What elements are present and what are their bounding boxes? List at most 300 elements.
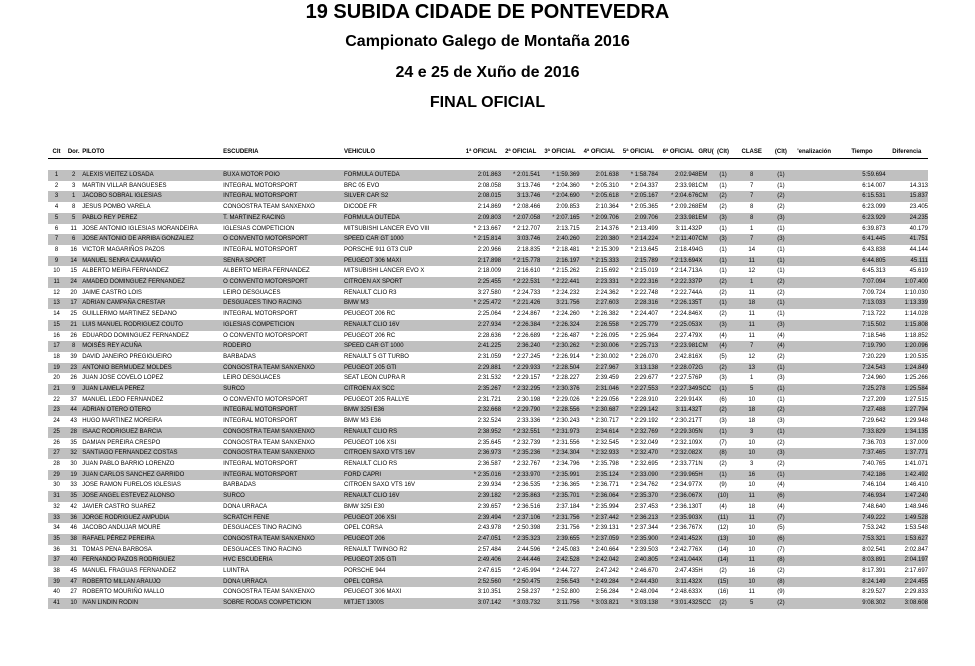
cell-clt: 31 xyxy=(48,491,65,502)
cell-grupo-clt: (2) xyxy=(714,191,731,202)
cell-oficial-5: * 2:26.070 xyxy=(630,353,659,360)
cell-diferencia: 1:20.535 xyxy=(904,353,928,360)
cell-oficial-4: * 2:37.059 xyxy=(580,534,619,545)
cell-clt: 30 xyxy=(53,482,60,489)
cell-clt: 24 xyxy=(53,418,60,425)
cell-oficial-2: 3:03.746 xyxy=(501,234,540,245)
table-row xyxy=(48,598,928,609)
cell-grupo-clt: (16) xyxy=(717,589,729,596)
cell-clase-clt: (1) xyxy=(772,256,790,267)
cell-oficial-4: 2:15.692 xyxy=(595,268,619,275)
cell-oficial-2: * 2:32.295 xyxy=(501,384,540,395)
cell-tiempo: 7:37.465 xyxy=(838,448,885,459)
cell-grupo: X xyxy=(698,546,703,553)
cell-oficial-6: * 2:25.053 xyxy=(658,320,698,331)
cell-escuderia: CONGOSTRA TEAM SANXENXO xyxy=(223,363,344,374)
cell-oficial-5: * 2:32.470 xyxy=(619,448,658,459)
cell-piloto: JUAN PABLO BARRIO LORENZO xyxy=(82,460,175,467)
cell-escuderia: CONGOSTRA TEAM SANXENXO xyxy=(223,589,315,596)
cell-diferencia: 1:48.946 xyxy=(904,503,928,510)
cell-clt: 3 xyxy=(48,191,65,202)
cell-clase-clt: (7) xyxy=(772,513,790,524)
cell-clase: 11 xyxy=(748,289,755,296)
cell-diferencia: 41.751 xyxy=(886,234,928,245)
cell-clase: 10 xyxy=(732,534,772,545)
cell-oficial-6: 2:33.981 xyxy=(675,182,699,189)
cell-clase: 14 xyxy=(748,246,756,253)
table-row xyxy=(48,202,928,213)
table-row xyxy=(48,245,928,256)
cell-clase: 7 xyxy=(732,191,772,202)
cell-clase: 18 xyxy=(748,418,756,425)
table-row xyxy=(48,470,928,481)
cell-oficial-6: * 2:34.977 xyxy=(671,482,699,489)
cell-diferencia: 1:20.096 xyxy=(886,341,928,352)
cell-penalizacion xyxy=(790,331,838,342)
cell-piloto: SANTIAGO FERNANDEZ COSTAS xyxy=(82,448,223,459)
cell-escuderia: CONGOSTRA TEAM SANXENXO xyxy=(223,448,344,459)
cell-penalizacion xyxy=(790,534,838,545)
header-row xyxy=(48,147,928,159)
cell-grupo-clt: (2) xyxy=(719,311,727,318)
column-header-escuderia: ESCUDERIA xyxy=(223,147,344,159)
cell-clase-clt: (6) xyxy=(772,534,790,545)
cell-vehiculo: PEUGEOT 106 XSI xyxy=(343,439,397,446)
cell-oficial-3: 2:09.853 xyxy=(556,204,580,211)
cell-oficial-1: 2:09.803 xyxy=(462,213,501,224)
cell-grupo-clt: (8) xyxy=(714,448,731,459)
cell-grupo-clt: (1) xyxy=(714,256,731,267)
cell-oficial-3: * 2:35.701 xyxy=(540,491,579,502)
cell-escuderia: INTEGRAL MOTORSPORT xyxy=(223,470,344,481)
cell-oficial-3: 2:31.756 xyxy=(556,525,580,532)
cell-oficial-1: 2:31.059 xyxy=(477,353,502,360)
cell-oficial-2: * 2:08.466 xyxy=(512,204,541,211)
cell-tiempo: 6:41.445 xyxy=(838,234,885,245)
cell-clt: 1 xyxy=(48,170,65,181)
cell-diferencia: 1:42.492 xyxy=(886,470,928,481)
cell-clase: 12 xyxy=(748,353,756,360)
cell-dorsal: 26 xyxy=(70,332,77,339)
cell-clt: 13 xyxy=(48,298,65,309)
cell-vehiculo: RENAULT TWINGO R2 xyxy=(343,546,407,553)
cell-vehiculo: PEUGEOT 205 RALLYE xyxy=(343,396,410,403)
cell-escuderia: LEIRO DESGUACES xyxy=(223,289,281,296)
column-header-oficial-3: 3ª OFICIAL xyxy=(540,147,579,159)
cell-vehiculo: FORMULA OUTEDA xyxy=(344,170,462,181)
column-header-diferencia: Diferencia xyxy=(886,147,928,159)
cell-oficial-5: * 2:35.370 xyxy=(619,491,658,502)
cell-oficial-3: * 2:30.243 xyxy=(552,418,580,425)
cell-diferencia: 1:47.240 xyxy=(886,491,928,502)
cell-clase: 8 xyxy=(732,170,772,181)
cell-dorsal: 35 xyxy=(65,491,82,502)
cell-oficial-6: * 2:04.676 xyxy=(658,191,698,202)
cell-oficial-2: * 2:15.778 xyxy=(501,256,540,267)
cell-tiempo: 7:53.242 xyxy=(862,525,886,532)
cell-dorsal: 44 xyxy=(65,405,82,416)
cell-clase-clt: (4) xyxy=(777,503,785,510)
cell-oficial-2: * 2:29.157 xyxy=(512,375,541,382)
cell-diferencia: 2:04.197 xyxy=(886,555,928,566)
cell-oficial-6: 2:27.479 xyxy=(675,332,699,339)
cell-grupo-clt: (3) xyxy=(719,418,727,425)
cell-clase: 10 xyxy=(748,439,756,446)
cell-oficial-5: * 2:27.553 xyxy=(619,384,658,395)
table-row xyxy=(48,491,928,502)
cell-vehiculo: RENAULT CLIO R3 xyxy=(343,289,397,296)
cell-oficial-2: * 2:32.739 xyxy=(512,439,541,446)
cell-escuderia: CONGOSTRA TEAM SANXENXO xyxy=(223,204,315,211)
cell-grupo: T xyxy=(698,503,703,510)
cell-oficial-5: * 2:48.094 xyxy=(630,589,659,596)
cell-oficial-1: 2:25.064 xyxy=(477,311,502,318)
cell-clase: 13 xyxy=(732,363,772,374)
cell-oficial-6: 3:11.432 xyxy=(675,225,699,232)
column-header-clt: Clt xyxy=(48,147,65,159)
cell-oficial-4: * 2:05.310 xyxy=(591,182,619,189)
column-header-piloto: PILOTO xyxy=(82,147,223,159)
cell-clase-clt: (2) xyxy=(777,204,785,211)
cell-escuderia: CONGOSTRA TEAM SANXENXO xyxy=(223,534,344,545)
cell-clase: 3 xyxy=(732,427,772,438)
cell-grupo-clt: (1) xyxy=(714,470,731,481)
cell-oficial-1: 2:36.587 xyxy=(477,460,502,467)
cell-dorsal: 27 xyxy=(70,589,77,596)
cell-clase: 18 xyxy=(732,405,772,416)
cell-oficial-2: * 2:35.323 xyxy=(501,534,540,545)
cell-dorsal: 36 xyxy=(65,513,82,524)
cell-dorsal: 42 xyxy=(70,503,77,510)
cell-oficial-6: 3:11.432 xyxy=(658,577,698,588)
cell-grupo: N xyxy=(698,427,714,438)
cell-grupo-clt: (3) xyxy=(714,213,731,224)
table-row xyxy=(48,320,928,331)
cell-grupo-clt: (3) xyxy=(719,375,727,382)
cell-clt: 28 xyxy=(53,460,60,467)
cell-clt: 2 xyxy=(54,182,59,189)
table-row xyxy=(48,545,928,556)
cell-clase: 7 xyxy=(732,234,772,245)
cell-clase-clt: (2) xyxy=(772,405,790,416)
table-row xyxy=(48,170,928,181)
cell-diferencia: 1:53.627 xyxy=(886,534,928,545)
cell-oficial-5: * 2:35.900 xyxy=(619,534,658,545)
cell-diferencia: 1:37.771 xyxy=(886,448,928,459)
cell-escuderia: SURCO xyxy=(223,384,344,395)
cell-dorsal: 32 xyxy=(65,448,82,459)
cell-vehiculo: RENAULT CLIO RS xyxy=(343,460,398,467)
cell-piloto: EDUARDO DOMINGUEZ FERNANDEZ xyxy=(82,332,189,339)
cell-oficial-6: * 2:29.305 xyxy=(658,427,698,438)
cell-grupo-clt: (10) xyxy=(714,491,731,502)
results-table-header xyxy=(48,147,928,159)
cell-dorsal: 17 xyxy=(65,298,82,309)
cell-oficial-5: * 2:14.224 xyxy=(619,234,658,245)
cell-grupo: P xyxy=(698,277,714,288)
column-header-oficial-4: 4ª OFICIAL xyxy=(580,147,619,159)
cell-diferencia: 14.313 xyxy=(909,182,928,189)
cell-grupo: X xyxy=(698,555,714,566)
column-header-penalizacion: 'enalización xyxy=(790,147,838,159)
cell-tiempo: 7:49.222 xyxy=(838,513,885,524)
cell-piloto: JORGE RODRIGUEZ AMPUDIA xyxy=(82,513,223,524)
cell-grupo: SCC xyxy=(698,598,714,609)
cell-clase-clt: (2) xyxy=(772,277,790,288)
cell-oficial-6: 2:29.914 xyxy=(675,396,699,403)
cell-oficial-3: * 2:52.800 xyxy=(552,589,580,596)
cell-clase-clt: (2) xyxy=(772,598,790,609)
cell-piloto: JUAN LAMELA PEREZ xyxy=(82,384,223,395)
cell-oficial-5: * 2:13.645 xyxy=(630,246,659,253)
cell-tiempo: 7:24.543 xyxy=(838,363,885,374)
cell-clase: 16 xyxy=(748,568,756,575)
cell-escuderia: BARBADAS xyxy=(223,482,256,489)
cell-diferencia: 44.144 xyxy=(909,246,928,253)
cell-oficial-4: 2:14.376 xyxy=(595,225,619,232)
cell-escuderia: DESGUACES TINO RACING xyxy=(223,525,302,532)
cell-vehiculo: FORD CAPRI xyxy=(344,470,462,481)
cell-oficial-2: * 2:26.384 xyxy=(501,320,540,331)
cell-oficial-5: 3:13.138 xyxy=(619,363,658,374)
cell-dorsal: 40 xyxy=(65,555,82,566)
cell-dorsal: 3 xyxy=(71,182,76,189)
cell-oficial-4: * 2:36.064 xyxy=(580,491,619,502)
cell-clase: 3 xyxy=(750,460,754,467)
cell-clase: 10 xyxy=(732,448,772,459)
cell-escuderia: INTEGRAL MOTORSPORT xyxy=(223,182,298,189)
cell-oficial-4: * 2:40.664 xyxy=(591,546,619,553)
cell-oficial-5: * 2:25.964 xyxy=(630,332,659,339)
cell-oficial-6: * 2:32.109 xyxy=(671,439,699,446)
table-row xyxy=(48,256,928,267)
column-header-grupo-clt: (Clt) xyxy=(714,147,731,159)
cell-clt: 8 xyxy=(54,246,59,253)
cell-diferencia: 2:29.833 xyxy=(904,589,928,596)
cell-penalizacion xyxy=(790,416,838,427)
cell-oficial-3: * 2:44.727 xyxy=(552,568,580,575)
cell-oficial-2: * 2:21.426 xyxy=(501,298,540,309)
cell-dorsal: 39 xyxy=(70,353,77,360)
cell-oficial-4: * 2:42.042 xyxy=(580,555,619,566)
cell-oficial-6: * 2:14.713 xyxy=(671,268,699,275)
cell-tiempo: 6:44.805 xyxy=(838,256,885,267)
cell-grupo: P xyxy=(698,225,703,232)
cell-grupo: EM xyxy=(698,204,708,211)
cell-oficial-6: * 2:28.072 xyxy=(658,363,698,374)
cell-tiempo: 8:24.149 xyxy=(838,577,885,588)
table-row xyxy=(48,341,928,352)
cell-clase-clt: (2) xyxy=(777,568,785,575)
cell-oficial-3: * 2:31.756 xyxy=(540,513,579,524)
cell-oficial-1: 2:39.182 xyxy=(462,491,501,502)
cell-dorsal: 21 xyxy=(65,320,82,331)
cell-dorsal: 37 xyxy=(70,396,77,403)
cell-escuderia: RODEIRO xyxy=(223,341,344,352)
cell-grupo-clt: (1) xyxy=(714,170,731,181)
cell-clase-clt: (7) xyxy=(777,546,785,553)
cell-escuderia: IGLESIAS COMPETICION xyxy=(223,320,344,331)
cell-grupo: H xyxy=(698,568,703,575)
cell-clase-clt: (1) xyxy=(772,427,790,438)
cell-clase-clt: (1) xyxy=(777,225,785,232)
column-header-grupo: GRU( xyxy=(698,147,714,159)
table-row xyxy=(48,566,928,577)
cell-oficial-4: 2:23.331 xyxy=(580,277,619,288)
cell-diferencia: 1:46.410 xyxy=(904,482,928,489)
table-row xyxy=(48,587,928,598)
cell-clase: 18 xyxy=(748,503,756,510)
cell-oficial-2: 2:44.596 xyxy=(516,546,541,553)
cell-tiempo: 7:18.546 xyxy=(862,332,886,339)
cell-oficial-5: * 1:58.784 xyxy=(619,170,658,181)
cell-grupo: CM xyxy=(698,182,708,189)
table-row xyxy=(48,363,928,374)
cell-clt: 26 xyxy=(53,439,60,446)
table-row xyxy=(48,373,928,384)
cell-vehiculo: CITROEN AX SCC xyxy=(344,384,462,395)
cell-tiempo: 7:36.703 xyxy=(862,439,886,446)
cell-clt: 35 xyxy=(48,534,65,545)
cell-diferencia: 1:25.266 xyxy=(904,375,928,382)
cell-tiempo: 7:27.488 xyxy=(838,405,885,416)
cell-penalizacion xyxy=(790,245,838,256)
cell-oficial-6: 2:47.435 xyxy=(675,568,699,575)
cell-oficial-5: 2:40.805 xyxy=(619,555,658,566)
cell-vehiculo: OPEL CORSA xyxy=(343,525,383,532)
cell-oficial-5: * 2:15.019 xyxy=(630,268,659,275)
cell-tiempo: 7:46.934 xyxy=(838,491,885,502)
cell-oficial-5: * 2:28.910 xyxy=(630,396,659,403)
cell-clt: 20 xyxy=(53,375,60,382)
cell-dorsal: 28 xyxy=(65,427,82,438)
cell-clase: 1 xyxy=(732,277,772,288)
cell-oficial-5: * 2:29.142 xyxy=(619,405,658,416)
cell-piloto: MOISÉS REY ACUÑA xyxy=(82,341,223,352)
cell-oficial-3: * 2:34.796 xyxy=(552,460,580,467)
cell-penalizacion xyxy=(790,341,838,352)
cell-oficial-4: 2:34.614 xyxy=(580,427,619,438)
cell-clase-clt: (3) xyxy=(777,375,785,382)
cell-piloto: ISAAC RODRIGUEZ BARCIA xyxy=(82,427,223,438)
column-header-tiempo: Tiempo xyxy=(838,147,885,159)
cell-piloto: JOSE ANTONIO IGLESIAS MORANDEIRA xyxy=(82,225,198,232)
cell-tiempo: 6:39.873 xyxy=(862,225,886,232)
cell-oficial-5: * 2:05.167 xyxy=(619,191,658,202)
cell-escuderia: INTEGRAL MOTORSPORT xyxy=(223,405,344,416)
cell-diferencia: 1:13.339 xyxy=(886,298,928,309)
cell-diferencia: 1:37.009 xyxy=(904,439,928,446)
cell-grupo: T xyxy=(698,405,714,416)
cell-clase-clt: (1) xyxy=(777,311,785,318)
cell-oficial-3: * 2:45.083 xyxy=(552,546,580,553)
cell-clase-clt: (2) xyxy=(772,191,790,202)
cell-clt: 4 xyxy=(54,204,59,211)
cell-oficial-2: * 2:32.551 xyxy=(501,427,540,438)
cell-oficial-5: * 2:13.499 xyxy=(630,225,659,232)
cell-dorsal: 10 xyxy=(65,598,82,609)
cell-oficial-3: * 2:24.232 xyxy=(552,289,580,296)
cell-clase: 12 xyxy=(748,268,756,275)
cell-clt: 29 xyxy=(48,470,65,481)
cell-piloto: JOSE RAMON FURELOS IGLESIAS xyxy=(82,482,181,489)
cell-oficial-1: 2:31.532 xyxy=(477,375,502,382)
cell-piloto: GUILLERMO MARTINEZ SEDANO xyxy=(82,311,177,318)
cell-oficial-2: * 2:36.516 xyxy=(512,503,541,510)
cell-clt: 36 xyxy=(53,546,60,553)
cell-oficial-2: 2:30.198 xyxy=(516,396,541,403)
cell-penalizacion xyxy=(790,502,838,513)
cell-clase: 5 xyxy=(732,598,772,609)
cell-grupo-clt: (12) xyxy=(717,525,729,532)
cell-escuderia: BUXA MOTOR POIO xyxy=(223,170,344,181)
cell-grupo-clt: (3) xyxy=(714,320,731,331)
cell-grupo-clt: (14) xyxy=(717,546,729,553)
cell-oficial-4: 2:56.284 xyxy=(595,589,619,596)
table-row xyxy=(48,459,928,470)
cell-piloto: JOSE ANGEL ESTEVEZ ALONSO xyxy=(82,491,223,502)
cell-oficial-1: 2:27.934 xyxy=(462,320,501,331)
cell-dorsal: 11 xyxy=(70,225,77,232)
cell-grupo: EM xyxy=(698,213,714,224)
cell-piloto: DAMIAN PEREIRA CRESPO xyxy=(82,439,161,446)
cell-tiempo: 7:07.094 xyxy=(838,277,885,288)
cell-diferencia xyxy=(886,170,928,181)
cell-penalizacion xyxy=(790,384,838,395)
cell-piloto: VICTOR MAGARIÑOS PAZOS xyxy=(82,246,165,253)
cell-oficial-4: 2:24.362 xyxy=(595,289,619,296)
cell-oficial-3: 2:37.184 xyxy=(556,503,580,510)
cell-oficial-6: * 2:36.130 xyxy=(671,503,699,510)
cell-diferencia: 1:27.515 xyxy=(904,396,928,403)
cell-dorsal: 5 xyxy=(65,213,82,224)
cell-oficial-6: * 2:41.452 xyxy=(658,534,698,545)
cell-escuderia: O CONVENTO MOTORSPORT xyxy=(223,234,344,245)
cell-vehiculo: PEUGEOT 206 RC xyxy=(343,332,396,339)
cell-oficial-4: * 2:29.056 xyxy=(591,396,619,403)
cell-penalizacion xyxy=(790,523,838,534)
cell-grupo-clt: (1) xyxy=(714,384,731,395)
cell-vehiculo: PEUGEOT 306 MAXI xyxy=(344,256,462,267)
cell-oficial-3: * 2:24.260 xyxy=(552,311,580,318)
cell-clase-clt: (1) xyxy=(777,246,785,253)
cell-piloto: IVAN LINDIN RODIN xyxy=(82,598,223,609)
cell-oficial-6: * 2:32.082 xyxy=(658,448,698,459)
cell-tiempo: 7:09.724 xyxy=(862,289,886,296)
cell-escuderia: SURCO xyxy=(223,491,344,502)
cell-oficial-2: 3:13.746 xyxy=(501,191,540,202)
cell-grupo-clt: (1) xyxy=(719,225,727,232)
cell-oficial-4: * 2:26.382 xyxy=(591,311,619,318)
cell-oficial-1: 2:36.973 xyxy=(462,448,501,459)
cell-oficial-5: * 2:25.713 xyxy=(619,341,658,352)
cell-tiempo: 7:13.033 xyxy=(838,298,885,309)
cell-oficial-3: * 2:26.324 xyxy=(540,320,579,331)
cell-vehiculo: CITROEN SAXO VTS 16V xyxy=(343,482,416,489)
cell-grupo: T xyxy=(698,298,714,309)
cell-clase-clt: (4) xyxy=(777,482,785,489)
cell-tiempo: 7:27.209 xyxy=(862,396,886,403)
cell-clase-clt: (3) xyxy=(772,320,790,331)
cell-clase-clt: (3) xyxy=(772,213,790,224)
cell-oficial-2: 2:36.240 xyxy=(501,341,540,352)
cell-vehiculo: RENAULT CLIO 16V xyxy=(344,320,462,331)
cell-clase: 10 xyxy=(748,396,756,403)
table-row xyxy=(48,502,928,513)
cell-grupo: X xyxy=(698,353,703,360)
cell-oficial-6: * 2:30.217 xyxy=(671,418,699,425)
cell-tiempo: 7:15.502 xyxy=(838,320,885,331)
